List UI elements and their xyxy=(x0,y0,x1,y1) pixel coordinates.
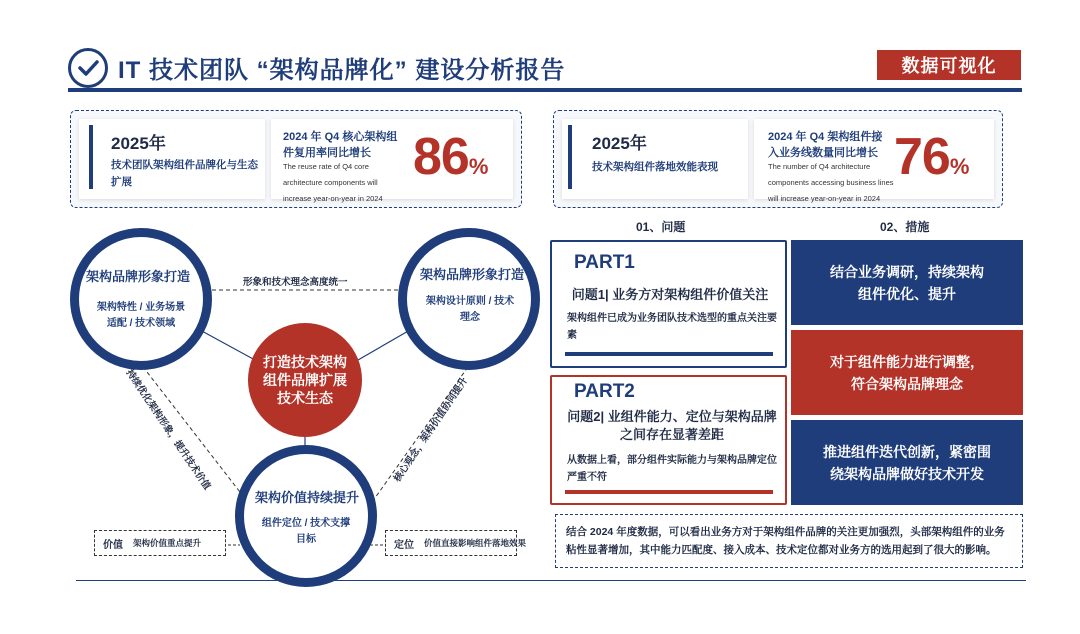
stat-card-2-accent-bar xyxy=(568,125,572,189)
measure-1: 结合业务调研，持续架构组件优化、提升 xyxy=(791,240,1023,325)
part1-bar xyxy=(565,352,773,356)
page-title: IT 技术团队 “架构品牌化” 建设分析报告 xyxy=(118,57,566,84)
stat-card-2 xyxy=(553,110,1003,208)
node-right-sub: 架构设计原则 / 技术理念 xyxy=(425,296,515,323)
right-link-label: 核心观念，架构价值协同提升 xyxy=(391,375,471,485)
core-circle: 打造技术架构组件品牌扩展技术生态 xyxy=(248,323,362,437)
top-link-label: 形象和技术理念高度统一 xyxy=(243,277,348,288)
stat-card-2-metric-sub: The number of Q4 architecture components accessing business lines will increase year-on-year in 2024 xyxy=(768,162,894,203)
stat-card-1-metric-sub: The reuse rate of Q4 core architecture components will increase year-on-year in 2024 xyxy=(283,162,383,203)
part2-question: 问题2| 业组件能力、定位与架构品牌之间存在显著差距 xyxy=(567,409,777,442)
measure-3: 推进组件迭代创新，紧密围绕架构品牌做好技术开发 xyxy=(791,420,1023,505)
column-header-problems: 01、问题 xyxy=(636,220,686,234)
part2-bar xyxy=(565,490,773,494)
part2-head: PART2 xyxy=(574,381,635,402)
column-header-measures: 02、措施 xyxy=(880,220,930,234)
node-left-title: 架构品牌形象打造 xyxy=(86,269,191,284)
summary-box: 结合 2024 年度数据，可以看出业务方对于架构组件品牌的关注更加强烈，头部架构组件的业务粘性显著增加，其中能力匹配度、接入成本、技术定位都对业务方的选用起到了很大的影响。 xyxy=(555,514,1023,568)
stat-card-1-value: 86% xyxy=(413,128,488,186)
stat-card-2-value: 76% xyxy=(894,128,969,186)
stat-card-2-desc: 技术架构组件落地效能表现 xyxy=(592,161,718,173)
node-ring-left xyxy=(70,228,212,370)
header-badge: 数据可视化 xyxy=(877,50,1021,80)
stat-card-1-metric-head: 2024 年 Q4 核心架构组件复用率同比增长 xyxy=(283,131,398,159)
part1-head: PART1 xyxy=(574,252,635,273)
pill-position: 定位 价值直接影响组件落地效果 xyxy=(385,530,517,556)
left-link-label: 持续优化架构形象，提升技术价值 xyxy=(123,367,213,492)
part2-detail: 从数据上看，部分组件实际能力与架构品牌定位严重不符 xyxy=(567,455,777,483)
stat-card-2-metric-head: 2024 年 Q4 架构组件接入业务线数量同比增长 xyxy=(768,131,883,159)
node-right-title: 架构品牌形象打造 xyxy=(420,267,525,282)
stat-card-2-year: 2025年 xyxy=(592,134,647,153)
part1-detail: 架构组件已成为业务团队技术选型的重点关注要素 xyxy=(567,313,777,341)
node-bottom-sub: 组件定位 / 技术支撑目标 xyxy=(261,518,351,545)
part1-question: 问题1| 业务方对架构组件价值关注 xyxy=(571,287,769,302)
pill-value: 价值 架构价值重点提升 xyxy=(94,530,226,556)
node-bottom-title: 架构价值持续提升 xyxy=(255,490,360,505)
measure-2: 对于组件能力进行调整，符合架构品牌理念 xyxy=(791,330,1023,415)
footer-divider xyxy=(76,580,1026,581)
node-left-sub: 架构特性 / 业务场景适配 / 技术领域 xyxy=(96,302,186,329)
stat-card-1-desc: 技术团队架构组件品牌化与生态扩展 xyxy=(111,159,258,188)
stat-card-1-year: 2025年 xyxy=(111,134,166,153)
